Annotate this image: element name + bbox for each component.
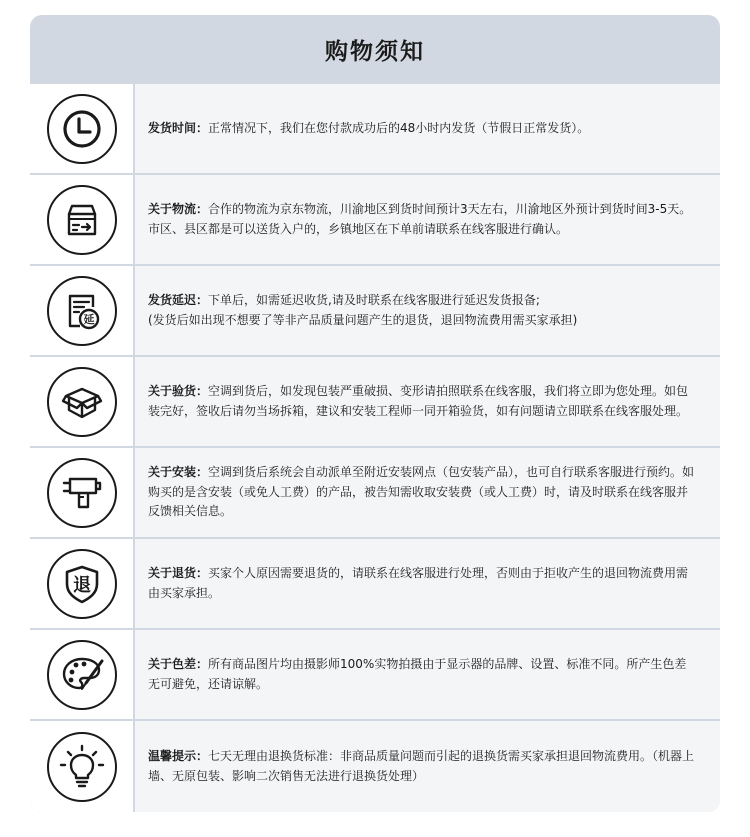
return-shield-icon — [60, 562, 104, 606]
notice-text — [148, 655, 696, 694]
notice-label: 温馨提示： — [148, 749, 209, 763]
notice-text — [148, 463, 696, 522]
notice-row-installation — [30, 448, 720, 537]
notice-text — [148, 200, 696, 239]
notice-text — [148, 747, 696, 786]
notice-body: 下单后，如需延迟收货,请及时联系在线客服进行延迟发货报备; (发货后如出现不想要了等非产品质量问题产生的退货，退回物流费用需买家承担) — [148, 293, 578, 327]
palette-icon — [60, 653, 104, 697]
notice-row-logistics — [30, 175, 720, 264]
notice-label: 关于验货： — [148, 384, 209, 398]
delay-document-icon — [60, 289, 104, 333]
clock-icon — [60, 107, 104, 151]
delay-char: 延 — [83, 312, 94, 326]
header — [30, 15, 720, 84]
return-char: 退 — [72, 574, 91, 596]
notice-text — [148, 291, 577, 330]
shopping-notice-panel — [30, 15, 720, 812]
notice-body: 买家个人原因需要退货的，请联系在线客服进行处理，否则由于拒收产生的退回物流费用需由买家承担。 — [148, 566, 689, 600]
page-title: 购物须知 — [325, 39, 425, 65]
notice-body: 所有商品图片均由摄影师100%实物拍摄由于显示器的品牌、设置、标准不同。所产生色差无可避免，还请谅解。 — [148, 657, 687, 691]
notice-row-returns — [30, 539, 720, 628]
notice-row-shipping-time — [30, 84, 720, 173]
notice-row-inspection — [30, 357, 720, 446]
notice-body: 空调到货后，如发现包装严重破损、变形请拍照联系在线客服，我们将立即为您处理。如包装完好，签收后请勿当场拆箱，建议和安装工程师一同开箱验货，如有问题请立即联系在线客服处理。 — [148, 384, 689, 418]
notice-label: 关于物流： — [148, 202, 209, 216]
notice-row-tips — [30, 721, 720, 812]
drill-icon — [60, 471, 104, 515]
notice-body: 正常情况下，我们在您付款成功后的48小时内发货（节假日正常发货）。 — [208, 120, 590, 135]
notice-row-color-difference — [30, 630, 720, 719]
notice-label: 发货延迟： — [148, 293, 209, 307]
notice-label: 关于色差： — [148, 657, 209, 671]
notice-label: 发货时间： — [148, 120, 209, 135]
notice-label: 关于退货： — [148, 566, 209, 580]
notice-text — [148, 382, 696, 421]
notice-body: 合作的物流为京东物流，川渝地区到货时间预计3天左右，川渝地区外预计到货时间3-5天。市区、县区都是可以送货入户的，乡镇地区在下单前请联系在线客服进行确认。 — [148, 202, 692, 236]
notice-body: 空调到货后系统会自动派单至附近安装网点（包安装产品），也可自行联系客服进行预约。如购买的是含安装（或免人工费）的产品，被告知需收取安装费（或人工费）时，请及时联系在线客服并反馈相关信息。 — [148, 465, 695, 519]
delivery-box-icon — [60, 198, 104, 242]
notice-label: 关于安装： — [148, 465, 209, 480]
notice-row-shipping-delay — [30, 266, 720, 355]
open-box-icon — [60, 380, 104, 424]
notice-text — [148, 564, 696, 603]
notice-text — [148, 119, 589, 139]
lightbulb-icon — [60, 745, 104, 789]
notice-body: 七天无理由退换货标准：非商品质量问题而引起的退换货需买家承担退回物流费用。（机器上墙、无原包装、影响二次销售无法进行退换货处理） — [148, 749, 695, 783]
